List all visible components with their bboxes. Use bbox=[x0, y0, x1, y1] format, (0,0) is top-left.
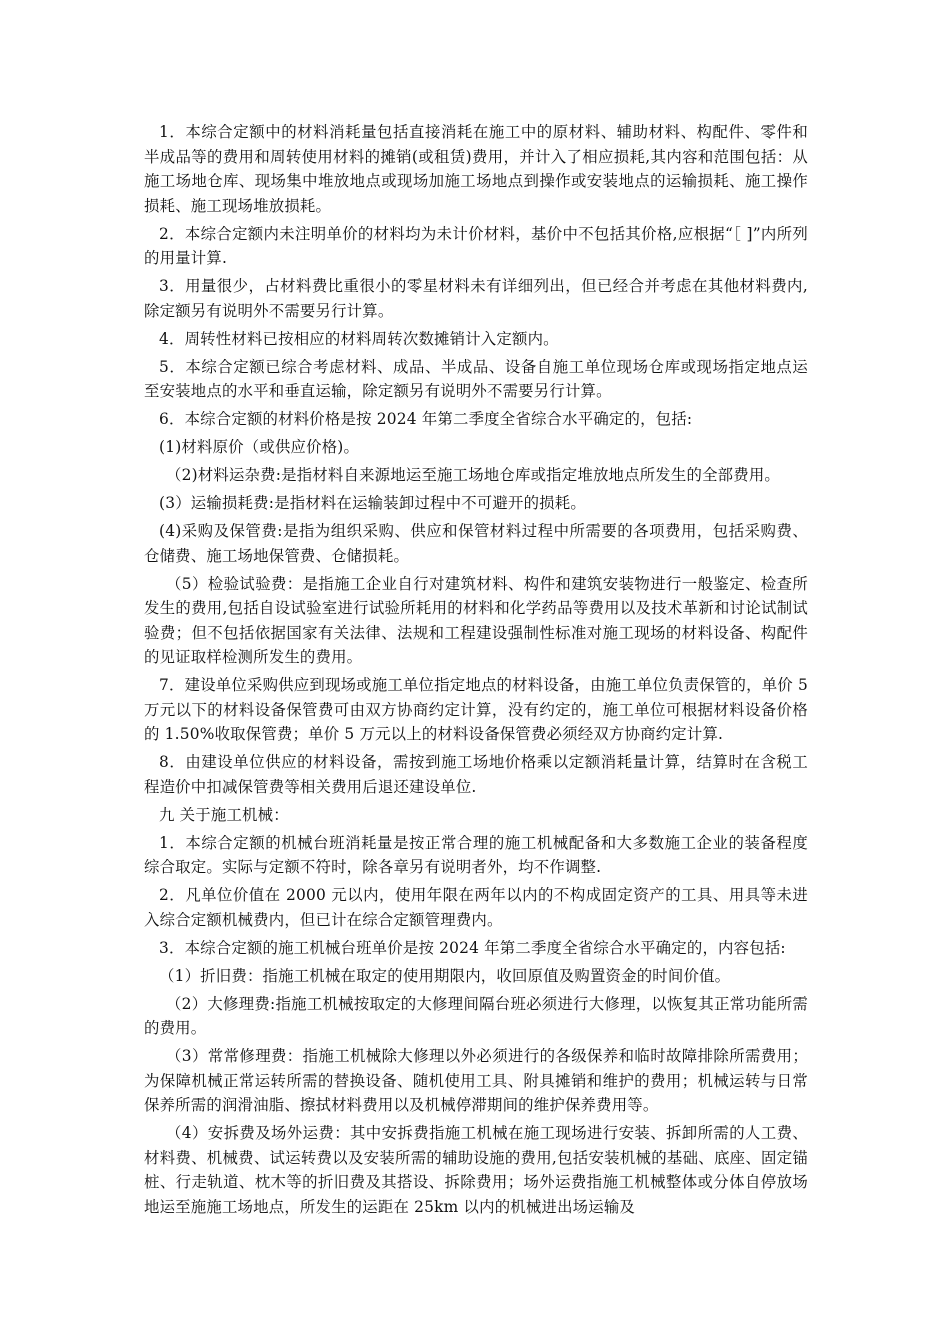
document-body bbox=[144, 120, 808, 1223]
material-clause-1: 1．本综合定额中的材料消耗量包括直接消耗在施工中的原材料、辅助材料、构配件、零件和半成品等的费用和周转使用材料的摊销(或租赁)费用，并计入了相应损耗,其内容和范围包括：从施工场地仓库、现场集中堆放地点或现场加施工场地点到操作或安装地点的运输损耗、施工操作损耗、施工现场堆放损耗。 bbox=[144, 123, 808, 215]
price-item-5: （5）检验试验费：是指施工企业自行对建筑材料、构件和建筑安装物进行一般鉴定、检查所发生的费用,包括自设试验室进行试验所耗用的材料和化学药品等费用以及技术革新和讨论试制试验费；但不包括依据国家有关法律、法规和工程建设强制性标准对施工现场的材料设备、构配件的见证取样检测所发生的费用。 bbox=[144, 574, 808, 666]
price-item-1: (1)材料原价（或供应价格)。 bbox=[159, 438, 360, 456]
machine-cost-item-2: （2）大修理费:指施工机械按取定的大修理间隔台班必须进行大修理，以恢复其正常功能所需的费用。 bbox=[144, 994, 808, 1037]
machine-cost-item-3: （3）常常修理费：指施工机械除大修理以外必须进行的各级保养和临时故障排除所需费用；为保障机械正常运转所需的替换设备、随机使用工具、附具摊销和维护的费用；机械运转与日常保养所需的润滑油脂、擦拭材料费用以及机械停滞期间的维护保养费用等。 bbox=[144, 1047, 808, 1114]
material-clause-3: 3．用量很少，占材料费比重很小的零星材料未有详细列出，但已经合并考虑在其他材料费内,除定额另有说明外不需要另行计算。 bbox=[144, 277, 808, 320]
material-clause-2: 2．本综合定额内未注明单价的材料均为未计价材料，基价中不包括其价格,应根据“［ ]”内所列的用量计算. bbox=[144, 224, 808, 267]
material-clause-8: 8．由建设单位供应的材料设备，需按到施工场地价格乘以定额消耗量计算，结算时在含税工程造价中扣减保管费等相关费用后退还建设单位. bbox=[144, 753, 808, 796]
price-item-2: （2)材料运杂费:是指材料自来源地运至施工场地仓库或指定堆放地点所发生的全部费用。 bbox=[166, 466, 781, 484]
machinery-clause-2: 2．凡单位价值在 2000 元以内，使用年限在两年以内的不构成固定资产的工具、用具等未进入综合定额机械费内，但已计在综合定额管理费内。 bbox=[144, 886, 808, 929]
machine-cost-item-4: （4）安拆费及场外运费：其中安拆费指施工机械在施工现场进行安装、拆卸所需的人工费、材料费、机械费、试运转费以及安装所需的辅助设施的费用,包括安装机械的基础、底座、固定锚桩、行走轨道、枕木等的折旧费及其搭设、拆除费用；场外运费指施工机械整体或分体自停放场地运至施施工场地点，所发生的运距在 25km 以内的机械进出场运输及 bbox=[144, 1124, 808, 1216]
machinery-clause-1: 1．本综合定额的机械台班消耗量是按正常合理的施工机械配备和大多数施工企业的装备程度综合取定。实际与定额不符时，除各章另有说明者外，均不作调整. bbox=[144, 833, 808, 876]
section-heading-machinery: 九 关于施工机械： bbox=[159, 805, 289, 824]
machinery-clause-3: 3．本综合定额的施工机械台班单价是按 2024 年第二季度全省综合水平确定的，内容包括: bbox=[159, 938, 786, 957]
material-clause-5: 5．本综合定额已综合考虑材料、成品、半成品、设备自施工单位现场仓库或现场指定地点运至安装地点的水平和垂直运输，除定额另有说明外不需要另行计算。 bbox=[144, 357, 808, 400]
machine-cost-item-1: （1）折旧费：指施工机械在取定的使用期限内，收回原值及购置资金的时间价值。 bbox=[159, 966, 731, 985]
material-clause-4: 4．周转性材料已按相应的材料周转次数摊销计入定额内。 bbox=[159, 329, 559, 348]
material-clause-6: 6．本综合定额的材料价格是按 2024 年第二季度全省综合水平确定的，包括: bbox=[159, 410, 693, 428]
price-item-4: (4)采购及保管费:是指为组织采购、供应和保管材料过程中所需要的各项费用，包括采购费、仓储费、施工场地保管费、仓储损耗。 bbox=[144, 522, 808, 565]
price-item-3: (3）运输损耗费:是指材料在运输装卸过程中不可避开的损耗。 bbox=[159, 494, 586, 512]
material-clause-7: 7．建设单位采购供应到现场或施工单位指定地点的材料设备，由施工单位负责保管的，单价 5 万元以下的材料设备保管费可由双方协商约定计算，没有约定的，施工单位可根据材料设备价格的 1.50%收取保管费；单价 5 万元以上的材料设备保管费必须经双方协商约定计算. bbox=[144, 676, 808, 743]
